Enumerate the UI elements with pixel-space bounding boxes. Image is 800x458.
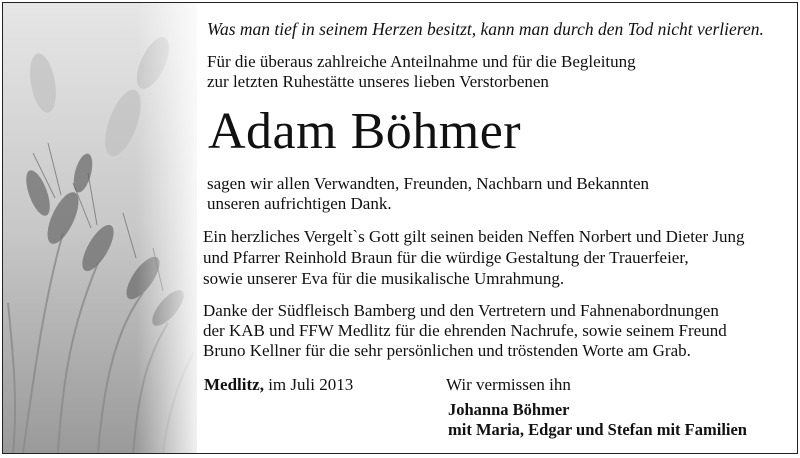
paragraph-3-line-2: der KAB und FFW Medlitz für die ehrenden Nachrufe, sowie seinem Freund [203, 321, 727, 340]
paragraph-3-line-3: Bruno Kellner für die sehr persönlichen und tröstenden Worte am Grab. [203, 341, 691, 360]
thanks-line-2: unseren aufrichtigen Dank. [207, 194, 392, 213]
place-name: Medlitz, [204, 375, 264, 394]
place-date [204, 375, 353, 395]
wheat-field-photo [3, 3, 197, 453]
date-text: im Juli 2013 [263, 375, 354, 394]
thanks-line-1: sagen wir allen Verwandten, Freunden, Nachbarn und Bekannten [207, 174, 650, 193]
deceased-name: Adam Böhmer [208, 103, 522, 160]
photo-fade-overlay [137, 3, 197, 453]
obituary-notice [2, 2, 798, 454]
paragraph-2-line-2: und Pfarrer Reinhold Braun für die würdige Gestaltung der Trauerfeier, [203, 248, 689, 267]
intro-line-2: zur letzten Ruhestätte unseres lieben Verstorbenen [207, 72, 549, 91]
paragraph-3-line-1: Danke der Südfleisch Bamberg und den Vertretern und Fahnenabordnungen [203, 301, 719, 320]
miss-line: Wir vermissen ihn [446, 375, 571, 394]
paragraph-2-line-1: Ein herzliches Vergelt`s Gott gilt seinen beiden Neffen Norbert und Dieter Jung [203, 227, 745, 246]
motto-quote: Was man tief in seinem Herzen besitzt, kann man durch den Tod nicht verlieren. [207, 19, 764, 39]
intro-line-1: Für die überaus zahlreiche Anteilnahme und für die Begleitung [207, 52, 636, 71]
signature-line-1: Johanna Böhmer [448, 400, 570, 419]
signature-line-2: mit Maria, Edgar und Stefan mit Familien [448, 420, 747, 439]
paragraph-2-line-3: sowie unserer Eva für die musikalische Umrahmung. [203, 269, 565, 288]
